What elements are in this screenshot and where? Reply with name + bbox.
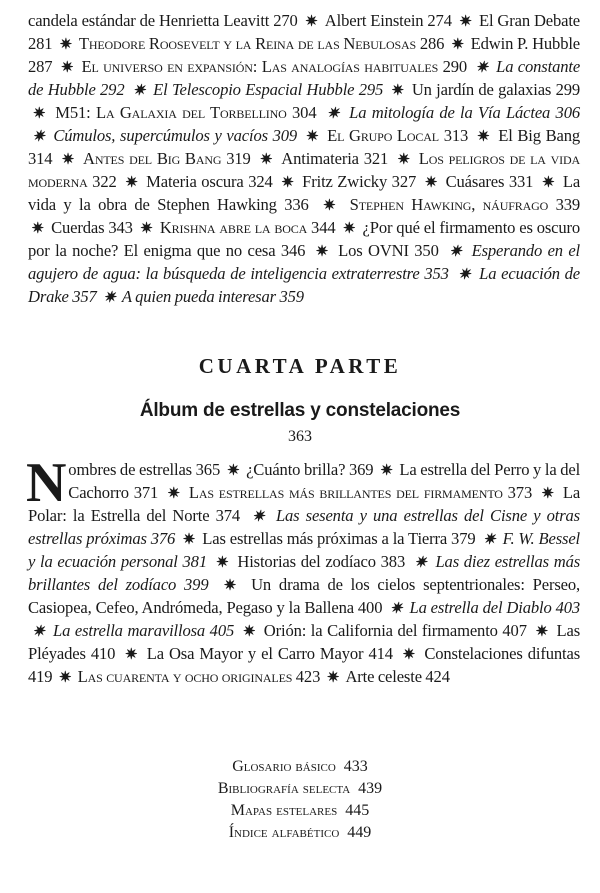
toc-entry: ✷ La Polar: la Estrella del Norte 374 [28, 483, 580, 525]
toc-entry: ✷ Krishna abre la boca 344 [137, 218, 336, 237]
back-matter-item [0, 778, 600, 800]
toc-entries-part-four [26, 452, 581, 689]
toc-entry: ✷ La vida y la obra de Stephen Hawking 336 [28, 172, 580, 214]
toc-entry: ✷ El universo en expansión: Las analogías habituales 290 [57, 57, 467, 76]
toc-entry: candela estándar de Henrietta Leavitt 270 [28, 11, 298, 30]
toc-entry: ✷ Los OVNI 350 [311, 241, 439, 260]
drop-cap: N [26, 452, 67, 514]
toc-entry: ✷ Albert Einstein 274 [302, 11, 452, 30]
toc-entry: ✷ ¿Por qué el firmamento es oscuro por la noche? El enigma que no cesa 346 [28, 218, 580, 260]
toc-entry: ✷ Los peligros de la vida moderna 322 [28, 149, 580, 191]
toc-entry: ✷ Orión: la California del firmamento 407 [239, 621, 527, 640]
toc-entry: ✷ Las sesenta y una estrellas del Cisne y otras estrellas próximas 376 [28, 506, 580, 548]
toc-entry: ✷ La estrella del Perro y la del Cachorro 371 [68, 460, 580, 502]
toc-entry: ✷ Edwin P. Hubble 287 [28, 34, 580, 76]
back-matter-item [0, 800, 600, 822]
toc-entry: ✷ Las cuarenta y ocho originales 423 [56, 667, 320, 686]
toc-entry: ✷ Theodore Roosevelt y la Reina de las Nebulosas 286 [56, 34, 444, 53]
back-matter-item [0, 822, 600, 844]
toc-entries-part-three [28, 10, 580, 309]
toc-entry: ✷ Cuerdas 343 [28, 218, 133, 237]
toc-entry: ✷ Antes del Big Bang 319 [57, 149, 250, 168]
back-matter-label: Glosario básico [232, 758, 336, 775]
toc-entry: ✷ Cúmulos, supercúmulos y vacíos 309 [28, 126, 297, 145]
back-matter-page: 445 [345, 802, 370, 819]
toc-entry: ombres de estrellas 365 [68, 460, 221, 479]
toc-entry: ✷ El Telescopio Espacial Hubble 295 [129, 80, 383, 99]
toc-entry: ✷ Antimateria 321 [256, 149, 389, 168]
part-page-number: 363 [288, 428, 312, 445]
back-matter-page: 433 [343, 758, 368, 775]
toc-entry: ✷ Las estrellas más brillantes del firmamento 373 [163, 483, 532, 502]
back-matter-label: Bibliografía selecta [217, 780, 351, 797]
toc-entry: ✷ Las diez estrellas más brillantes del zodíaco 399 [28, 552, 580, 594]
toc-entry: ✷ Esperando en el agujero de agua: la búsqueda de inteligencia extraterrestre 353 [28, 241, 580, 283]
toc-entry: ✷ Un jardín de galaxias 299 [388, 80, 581, 99]
toc-entry: ✷ El Grupo Local 313 [302, 126, 468, 145]
toc-entry: ✷ Las Pléyades 410 [28, 621, 580, 663]
toc-entry: ✷ La mitología de la Vía Láctea 306 [322, 103, 580, 122]
back-matter-label: Mapas estelares [230, 802, 338, 819]
toc-entry: ✷ El Big Bang 314 [28, 126, 580, 168]
toc-entry: ✷ La Osa Mayor y el Carro Mayor 414 [120, 644, 393, 663]
toc-entry: ✷ A quien pueda interesar 359 [100, 287, 304, 306]
toc-entry: ✷ Arte celeste 424 [324, 667, 450, 686]
toc-entry: ✷ La estrella del Diablo 403 [386, 598, 580, 617]
toc-entry: ✷ Materia oscura 324 [121, 172, 272, 191]
back-matter-item [0, 756, 600, 778]
toc-entry: ✷ Constelaciones difuntas 419 [28, 644, 580, 686]
toc-entry: ✷ El Gran Debate 281 [28, 11, 580, 53]
back-matter-list [0, 756, 600, 844]
toc-entry: ✷ La estrella maravillosa 405 [28, 621, 234, 640]
back-matter-page: 439 [358, 780, 383, 797]
toc-entry: ✷ Fritz Zwicky 327 [277, 172, 416, 191]
toc-entry: ✷ ¿Cuánto brilla? 369 [224, 460, 374, 479]
toc-entry: ✷ M51: La Galaxia del Torbellino 304 [28, 103, 316, 122]
toc-entry: ✷ La constante de Hubble 292 [28, 57, 580, 99]
back-matter-page: 449 [347, 824, 372, 841]
toc-entry: ✷ Las estrellas más próximas a la Tierra 379 [179, 529, 475, 548]
toc-entry: ✷ Cuásares 331 [421, 172, 534, 191]
toc-entry: ✷ La ecuación de Drake 357 [28, 264, 580, 306]
back-matter-label: Índice alfabético [228, 824, 340, 841]
toc-entry: ✷ Un drama de los cielos septentrionales: Perseo, Casiopea, Cefeo, Andrómeda, Pegaso y la Ballena 400 [28, 575, 580, 617]
toc-entry: ✷ Historias del zodíaco 383 [212, 552, 405, 571]
part-subtitle: Álbum de estrellas y constelaciones [139, 400, 461, 421]
part-title: CUARTA PARTE [198, 354, 402, 378]
toc-entry: ✷ F. W. Bessel y la ecuación personal 381 [28, 529, 580, 571]
toc-entry: ✷ Stephen Hawking, náufrago 339 [316, 195, 580, 214]
